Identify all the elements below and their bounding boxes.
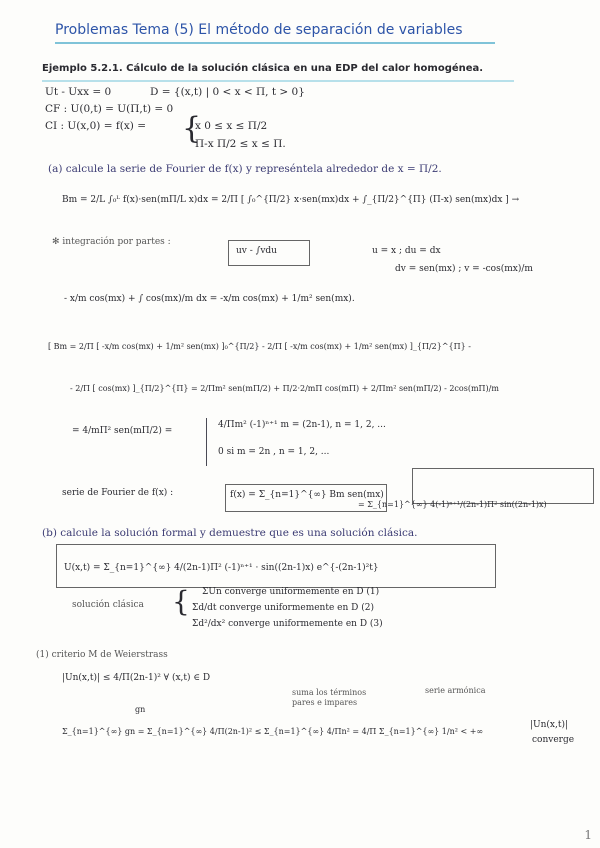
conclusion-term: |Un(x,t)| — [530, 720, 569, 730]
title-underline — [55, 42, 495, 44]
substitution-u: u = x ; du = dx — [372, 246, 441, 256]
note-sum-terms: suma los términos pares e impares — [292, 688, 367, 707]
gn-label: gn — [135, 705, 146, 714]
antiderivative: - x/m cos(mx) + ∫ cos(mx)/m dx = -x/m cos(mx) + 1/m² sen(mx). — [64, 294, 355, 304]
condition-1: ΣUn converge uniformemente en D (1) — [202, 587, 380, 597]
piecewise-brace-icon: { — [182, 111, 202, 146]
ic-case-1: x 0 ≤ x ≤ Π/2 — [195, 120, 268, 132]
fourier-label: serie de Fourier de f(x) : — [62, 488, 174, 498]
bm-definition: Bm = 2/L ∫₀ᴸ f(x)·sen(mΠ/L x)dx = 2/Π [ ∫₀^{Π/2} x·sen(mx)dx + ∫_{Π/2}^{Π} (Π-x) sen(mx)dx ] → — [62, 195, 520, 205]
initial-condition: CI : U(x,0) = f(x) = — [45, 120, 146, 132]
classic-solution-label: solución clásica — [72, 600, 144, 610]
convergence-chain: Σ_{n=1}^{∞} gn = Σ_{n=1}^{∞} 4/Π(2n-1)² ≤ Σ_{n=1}^{∞} 4/Πn² = 4/Π Σ_{n=1}^{∞} 1/n² < +∞ — [62, 727, 484, 736]
domain-definition: D = {(x,t) | 0 < x < Π, t > 0} — [150, 86, 305, 98]
integration-formula: uv - ∫vdu — [236, 246, 277, 256]
criterion-heading: (1) criterio M de Weierstrass — [36, 650, 168, 660]
substitution-dv: dv = sen(mx) ; v = -cos(mx)/m — [395, 264, 533, 274]
fourier-series: f(x) = Σ_{n=1}^{∞} Bm sen(mx) — [230, 490, 384, 500]
example-heading: Ejemplo 5.2.1. Cálculo de la solución clásica en una EDP del calor homogénea. — [42, 63, 484, 74]
pde-equation: Ut - Uxx = 0 — [45, 86, 112, 98]
example-underline — [42, 80, 514, 82]
bm-case-odd: 4/Πm² (-1)ⁿ⁺¹ m = (2n-1), n = 1, 2, ... — [218, 420, 386, 430]
fourier-result-box — [412, 468, 594, 504]
integration-label: ✻ integración por partes : — [52, 237, 171, 247]
part-b-heading: (b) calcule la solución formal y demuestre que es una solución clásica. — [42, 527, 418, 539]
note-harmonic-series: serie armónica — [425, 686, 486, 695]
conditions-brace-icon: { — [172, 585, 190, 618]
part-a-heading: (a) calcule la serie de Fourier de f(x) y represéntela alrededor de x = Π/2. — [48, 163, 442, 175]
page-title: Problemas Tema (5) El método de separación de variables — [55, 22, 463, 38]
bm-step-1: [ Bm = 2/Π [ -x/m cos(mx) + 1/m² sen(mx) ]₀^{Π/2} - 2/Π [ -x/m cos(mx) + 1/m² sen(mx) ]_{Π/2}^{Π} - — [48, 342, 471, 351]
bm-case-even: 0 si m = 2n , n = 1, 2, ... — [218, 447, 330, 457]
fourier-result: = Σ_{n=1}^{∞} 4(-1)ⁿ⁺¹/(2n-1)Π² sin((2n-1)x) — [358, 500, 547, 509]
conclusion-converge: converge — [532, 735, 575, 745]
condition-2: Σd/dt converge uniformemente en D (2) — [192, 603, 374, 613]
ic-case-2: Π-x Π/2 ≤ x ≤ Π. — [195, 138, 286, 150]
formal-solution: U(x,t) = Σ_{n=1}^{∞} 4/(2n-1)Π² (-1)ⁿ⁺¹ · sin((2n-1)x) e^{-(2n-1)²t} — [64, 563, 379, 573]
boundary-condition: CF : U(0,t) = U(Π,t) = 0 — [45, 103, 174, 115]
weierstrass-bound: |Un(x,t)| ≤ 4/Π(2n-1)² ∀ (x,t) ∈ D — [62, 673, 211, 683]
cases-bracket — [206, 418, 207, 466]
condition-3: Σd²/dx² converge uniformemente en D (3) — [192, 619, 383, 629]
bm-step-2: - 2/Π [ cos(mx) ]_{Π/2}^{Π} = 2/Πm² sen(mΠ/2) + Π/2·2/mΠ cos(mΠ) + 2/Πm² sen(mΠ/2) - 2cos(mΠ)/m — [70, 384, 499, 393]
bm-step-3: = 4/mΠ² sen(mΠ/2) = — [72, 426, 173, 436]
page-number: 1 — [584, 828, 592, 842]
